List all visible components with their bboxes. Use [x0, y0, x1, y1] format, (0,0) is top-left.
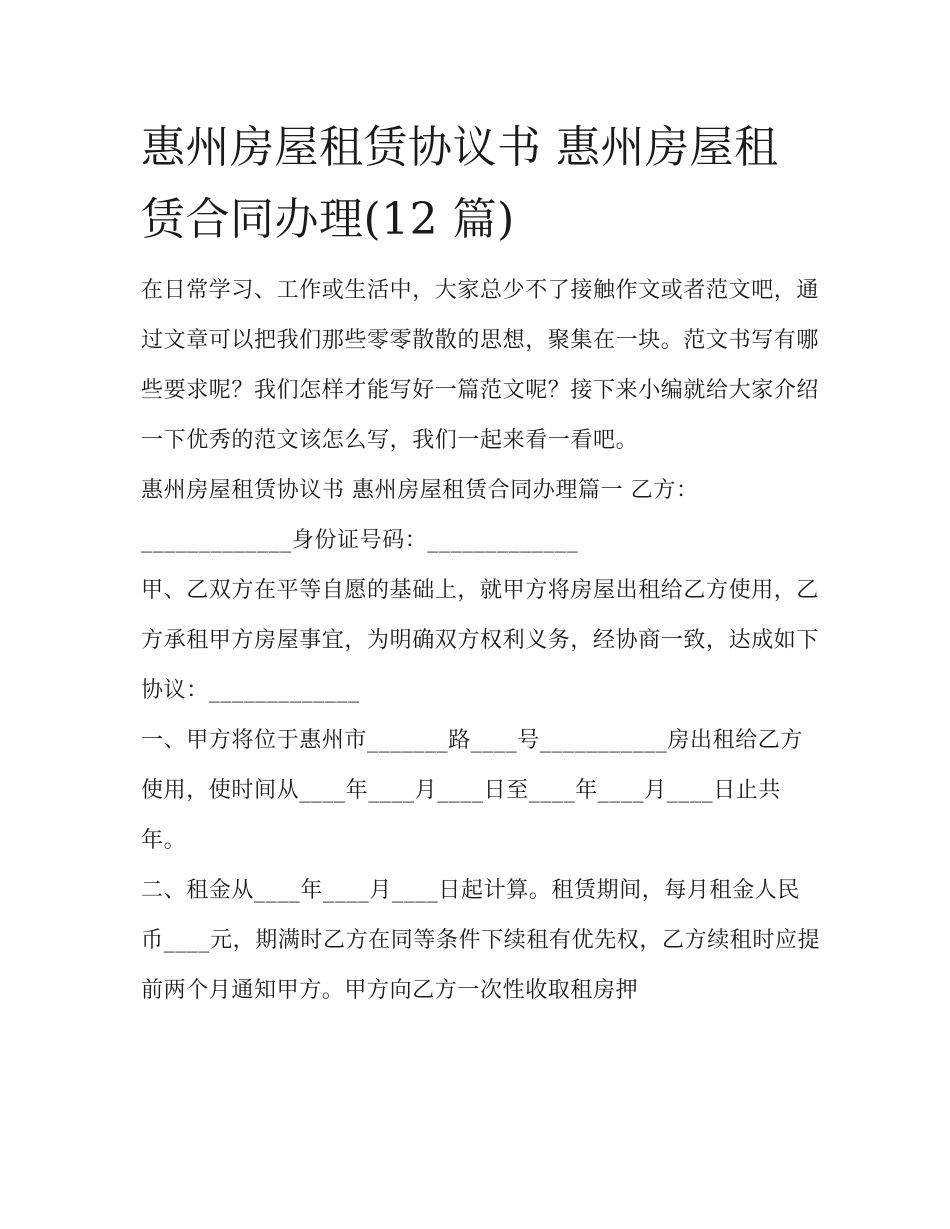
id-number-line: _____________身份证号码：_____________ — [141, 528, 579, 553]
clause-two: 二、租金从____年____月____日起计算。租赁期间，每月租金人民币____元，期满时乙方在同等条件下续租有优先权，乙方续租时应提前两个月通知甲方。甲方向乙方一次性收取租房押 — [141, 878, 821, 1003]
document-page — [141, 112, 821, 1016]
intro-paragraph: 在日常学习、工作或生活中，大家总少不了接触作文或者范文吧，通过文章可以把我们那些零零散散的思想，聚集在一块。范文书写有哪些要求呢？我们怎样才能写好一篇范文呢？接下来小编就给大家介绍一下优秀的范文该怎么写，我们一起来看一看吧。 — [141, 278, 820, 453]
document-title: 惠州房屋租赁协议书 惠州房屋租赁合同办理(12 篇) — [141, 122, 779, 245]
clause-one: 一、甲方将位于惠州市_______路____号___________房出租给乙方使用，使时间从____年____月____日至____年____月____日止共年。 — [141, 728, 804, 853]
agreement-preamble: 甲、乙双方在平等自愿的基础上，就甲方将房屋出租给乙方使用，乙方承租甲方房屋事宜，为明确双方权利义务，经协商一致，达成如下协议：_____________ — [141, 578, 820, 703]
section-heading-paragraph: 惠州房屋租赁协议书 惠州房屋租赁合同办理篇一 乙方： — [141, 478, 699, 503]
